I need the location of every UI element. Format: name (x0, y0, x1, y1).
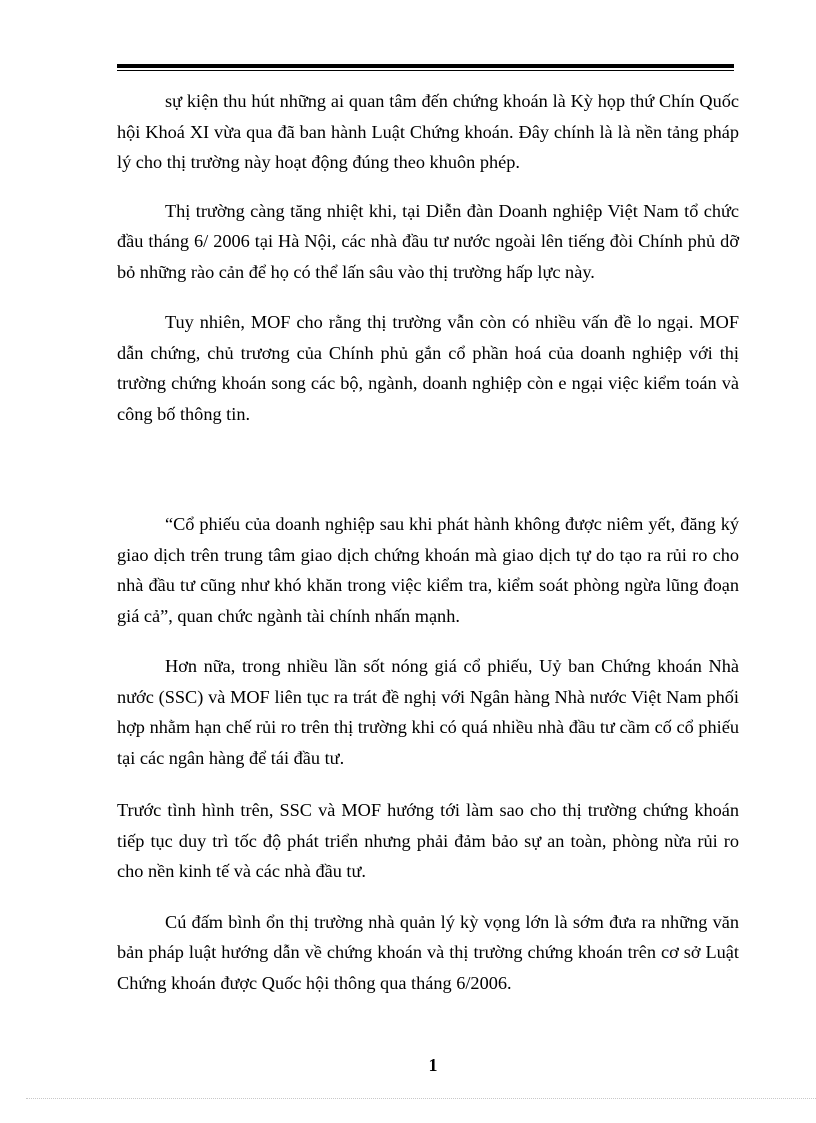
paragraph-4: “Cổ phiếu của doanh nghiệp sau khi phát hành không được niêm yết, đăng ký giao dịch trên trung tâm giao dịch chứng khoán mà giao dịch tự do tạo ra rủi ro cho nhà đầu tư cũng như khó khăn trong việc kiểm tra, kiểm soát phòng ngừa lũng đoạn giá cả”, quan chức ngành tài chính nhấn mạnh. (117, 514, 739, 626)
page-number: 1 (428, 1055, 438, 1075)
paragraph-7: Cú đấm bình ổn thị trường nhà quản lý kỳ vọng lớn là sớm đưa ra những văn bản pháp luật hướng dẫn về chứng khoán và thị trường chứng khoán trên cơ sở Luật Chứng khoán được Quốc hội thông qua tháng 6/2006. (117, 911, 739, 993)
document-body (117, 86, 739, 998)
paragraph-6: Trước tình hình trên, SSC và MOF hướng tới làm sao cho thị trường chứng khoán tiếp tục duy trì tốc độ phát triển nhưng phải đảm bảo sự an toàn, phòng nừa rủi ro cho nền kinh tế và các nhà đầu tư. (117, 800, 739, 881)
header-rule-thin (117, 70, 734, 71)
header-double-rule (117, 64, 734, 71)
header-rule-thick (117, 64, 734, 68)
paragraph-3: Tuy nhiên, MOF cho rằng thị trường vẫn còn có nhiều vấn đề lo ngại. MOF dẫn chứng, chủ trương của Chính phủ gắn cổ phần hoá của doanh nghiệp với thị trường chứng khoán song các bộ, ngành, doanh nghiệp còn e ngại việc kiểm toán và công bố thông tin. (117, 312, 739, 424)
paragraph-1: sự kiện thu hút những ai quan tâm đến chứng khoán là Kỳ họp thứ Chín Quốc hội Khoá XI vừa qua đã ban hành Luật Chứng khoán. Đây chính là là nền tảng pháp lý cho thị trường này hoạt động đúng theo khuôn phép. (117, 91, 739, 172)
footer-dotted-line (26, 1098, 816, 1099)
paragraph-5: Hơn nữa, trong nhiều lần sốt nóng giá cổ phiếu, Uỷ ban Chứng khoán Nhà nước (SSC) và MOF liên tục ra trát đề nghị với Ngân hàng Nhà nước Việt Nam phối hợp nhằm hạn chế rủi ro trên thị trường khi có quá nhiều nhà đầu tư cầm cố cổ phiếu tại các ngân hàng để tái đầu tư. (117, 656, 739, 768)
paragraph-2: Thị trường càng tăng nhiệt khi, tại Diễn đàn Doanh nghiệp Việt Nam tổ chức đầu tháng 6/ 2006 tại Hà Nội, các nhà đầu tư nước ngoài lên tiếng đòi Chính phủ dỡ bỏ những rào cản để họ có thể lấn sâu vào thị trường hấp lực này. (117, 200, 739, 282)
